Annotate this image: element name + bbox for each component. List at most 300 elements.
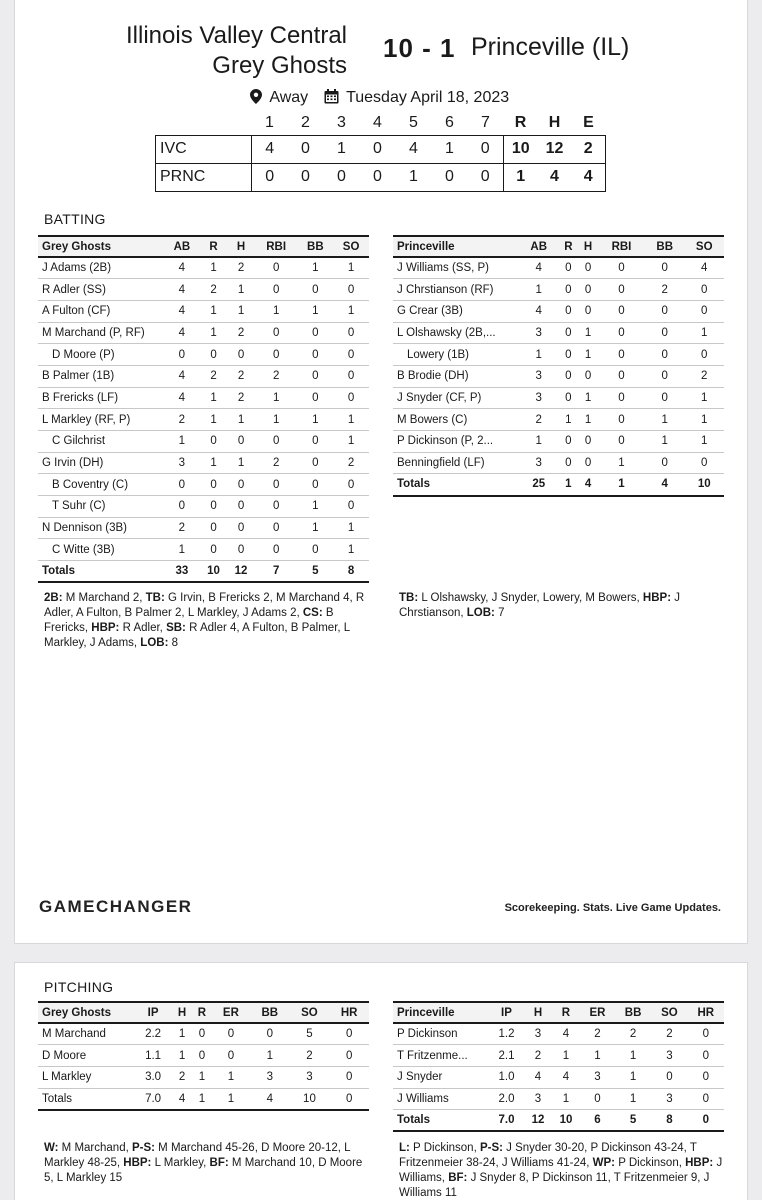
inning-runs: 0 <box>468 135 504 163</box>
stat-value: 0 <box>598 257 645 279</box>
table-row <box>38 322 369 344</box>
totals-label: Totals <box>393 474 519 496</box>
stat-value: 1 <box>200 257 228 279</box>
player-name: D Moore (P) <box>38 344 164 366</box>
note-value: G Irvin, B Frericks 2, M Marchand 4, R Adler, A Fulton, B Palmer 2, L Markley, J Adams 2, <box>44 592 365 619</box>
calendar-icon <box>324 89 339 104</box>
stat-value: 1 <box>333 257 369 279</box>
stat-value: 0 <box>200 474 228 496</box>
stat-value: 2 <box>164 517 200 539</box>
stat-value: 4 <box>524 1066 552 1088</box>
stat-value: 0 <box>227 431 255 453</box>
totals-row <box>393 1110 724 1132</box>
player-name: Benningfield (LF) <box>393 452 519 474</box>
note-value: P Dickinson, <box>409 1142 480 1154</box>
inning-runs: 1 <box>432 135 468 163</box>
stat-value: 1 <box>558 409 578 431</box>
stat-value: 1 <box>200 387 228 409</box>
stat-value: 0 <box>333 344 369 366</box>
note-key: W: <box>44 1142 59 1154</box>
player-name: G Crear (3B) <box>393 300 519 322</box>
stat-value: 2 <box>255 365 298 387</box>
stat-value: 0 <box>297 344 333 366</box>
totals-value: 10 <box>684 474 724 496</box>
column-header: R <box>200 236 228 257</box>
stat-value: 0 <box>688 1066 724 1088</box>
column-header: BB <box>297 236 333 257</box>
stat-value: 1 <box>333 517 369 539</box>
stat-value: 3 <box>651 1088 687 1110</box>
totals-value: 10 <box>200 561 228 583</box>
totals-row <box>38 1088 369 1110</box>
player-name: T Suhr (C) <box>38 496 164 518</box>
stat-value: 3 <box>519 452 558 474</box>
player-name: T Fritzenme... <box>393 1045 489 1067</box>
rhe-header: E <box>583 113 594 131</box>
stat-value: 0 <box>333 474 369 496</box>
note-value: M Marchand 2, <box>62 592 146 604</box>
gamechanger-logo: GAMECHANGER <box>39 897 193 916</box>
stat-value: 0 <box>645 257 684 279</box>
column-header: SO <box>333 236 369 257</box>
stat-value: 2 <box>227 322 255 344</box>
stat-value: 4 <box>519 300 558 322</box>
inning-runs: 0 <box>432 163 468 191</box>
note-value: R Adler, <box>119 622 167 634</box>
player-name: N Dennison (3B) <box>38 517 164 539</box>
stat-value: 0 <box>598 431 645 453</box>
stat-value: 0 <box>200 431 228 453</box>
stat-value: 0 <box>598 365 645 387</box>
totals-value: 4 <box>645 474 684 496</box>
note-value: P Dickinson, <box>615 1157 686 1169</box>
stat-value: 1 <box>297 300 333 322</box>
stats-header-row <box>38 1002 369 1023</box>
stat-value: 0 <box>651 1066 687 1088</box>
batting-title: BATTING <box>44 211 106 227</box>
totals-value: 10 <box>552 1110 580 1132</box>
table-row <box>38 1023 369 1045</box>
stat-value: 0 <box>329 1023 369 1045</box>
stat-value: 1 <box>212 1066 250 1088</box>
note-key: P-S: <box>479 1142 503 1154</box>
stat-value: 0 <box>192 1045 212 1067</box>
stat-value: 0 <box>598 409 645 431</box>
location-text: Away <box>269 89 309 106</box>
stat-value: 1 <box>578 322 598 344</box>
stat-value: 3 <box>519 365 558 387</box>
linescore-row <box>156 135 606 163</box>
stat-value: 1 <box>333 539 369 561</box>
totals-value: 8 <box>333 561 369 583</box>
table-row <box>38 344 369 366</box>
table-row <box>38 1066 369 1088</box>
stat-value: 1 <box>684 431 724 453</box>
home-team-line1: Illinois Valley Central <box>126 22 347 49</box>
pitching-title: PITCHING <box>44 979 114 995</box>
stat-value: 0 <box>578 300 598 322</box>
stat-value: 0 <box>255 279 298 301</box>
stat-value: 0 <box>598 344 645 366</box>
stat-value: 0 <box>333 387 369 409</box>
player-name: C Witte (3B) <box>38 539 164 561</box>
inning-runs: 0 <box>252 163 288 191</box>
stat-value: 4 <box>164 322 200 344</box>
team-header: Princeville <box>393 236 519 257</box>
stat-value: 3 <box>519 322 558 344</box>
totals-value: 7 <box>255 561 298 583</box>
player-name: L Olshawsky (2B,... <box>393 322 519 344</box>
stat-value: 1.1 <box>134 1045 172 1067</box>
stat-value: 1 <box>519 279 558 301</box>
column-header: HR <box>688 1002 724 1023</box>
stat-value: 1 <box>578 387 598 409</box>
player-name: M Marchand (P, RF) <box>38 322 164 344</box>
stat-value: 2 <box>227 387 255 409</box>
stat-value: 0 <box>227 344 255 366</box>
stat-value: 0 <box>333 496 369 518</box>
stat-value: 1 <box>200 322 228 344</box>
table-row <box>393 365 724 387</box>
stat-value: 1 <box>200 409 228 431</box>
stat-value: 1 <box>580 1045 615 1067</box>
stat-value: 0 <box>558 365 578 387</box>
table-row <box>393 322 724 344</box>
column-header: BB <box>615 1002 651 1023</box>
stat-value: 0 <box>297 539 333 561</box>
stat-value: 0 <box>645 452 684 474</box>
table-row <box>393 1045 724 1067</box>
stat-value: 1 <box>297 257 333 279</box>
stat-value: 0 <box>645 322 684 344</box>
totals-value: 4 <box>250 1088 290 1110</box>
column-header: R <box>192 1002 212 1023</box>
note-key: CS: <box>302 607 323 619</box>
home-team-name <box>126 21 347 81</box>
stat-value: 1 <box>255 300 298 322</box>
stat-value: 0 <box>200 344 228 366</box>
note-value: L Olshawsky, J Snyder, Lowery, M Bowers, <box>418 592 643 604</box>
stat-value: 1 <box>684 322 724 344</box>
player-name: J Williams <box>393 1088 489 1110</box>
player-name: J Adams (2B) <box>38 257 164 279</box>
stat-value: 0 <box>329 1066 369 1088</box>
stat-value: 5 <box>290 1023 330 1045</box>
stat-value: 1.2 <box>489 1023 524 1045</box>
stat-value: 2 <box>519 409 558 431</box>
table-row <box>393 1066 724 1088</box>
stat-value: 0 <box>250 1023 290 1045</box>
totals-value: 1 <box>598 474 645 496</box>
stat-value: 1 <box>227 409 255 431</box>
stats-header-row <box>38 236 369 257</box>
table-row <box>38 279 369 301</box>
column-header: H <box>172 1002 192 1023</box>
stat-value: 0 <box>684 344 724 366</box>
table-row <box>38 474 369 496</box>
stat-value: 1 <box>227 452 255 474</box>
note-value: J Williams, <box>399 1157 723 1184</box>
stats-header-row <box>393 1002 724 1023</box>
totals-value: 12 <box>524 1110 552 1132</box>
stat-value: 4 <box>164 257 200 279</box>
table-row <box>38 452 369 474</box>
stat-value: 1 <box>684 387 724 409</box>
inning-runs: 0 <box>360 135 396 163</box>
stat-value: 0 <box>333 279 369 301</box>
inning-runs: 4 <box>252 135 288 163</box>
stat-value: 1 <box>333 431 369 453</box>
totals-value: 5 <box>297 561 333 583</box>
stat-value: 1 <box>200 300 228 322</box>
stat-value: 0 <box>578 431 598 453</box>
totals-value: 0 <box>688 1110 724 1132</box>
totals-value: 1 <box>192 1088 212 1110</box>
note-key: HBP: <box>685 1157 714 1169</box>
totals-value: 7.0 <box>489 1110 524 1132</box>
stat-value: 0 <box>227 517 255 539</box>
stat-value: 1 <box>297 409 333 431</box>
team-header: Princeville <box>393 1002 489 1023</box>
table-row <box>393 452 724 474</box>
note-key: BF: <box>209 1157 229 1169</box>
stat-value: 0 <box>255 322 298 344</box>
away-team-name: Princeville (IL) <box>471 33 630 61</box>
stat-value: 0 <box>684 300 724 322</box>
note-key: SB: <box>166 622 186 634</box>
stat-value: 4 <box>164 300 200 322</box>
column-header: BB <box>645 236 684 257</box>
stat-value: 0 <box>297 474 333 496</box>
inning-runs: 0 <box>324 163 360 191</box>
note-value: M Marchand 45-26, D Moore 20-12, L Markley 48-25, <box>44 1142 351 1169</box>
stat-value: 0 <box>333 322 369 344</box>
stat-value: 0 <box>598 322 645 344</box>
stat-value: 1 <box>519 344 558 366</box>
inning-runs: 0 <box>288 163 324 191</box>
stat-value: 0 <box>255 539 298 561</box>
location-pin-icon <box>250 89 262 104</box>
stat-value: 0 <box>297 431 333 453</box>
stat-value: 4 <box>684 257 724 279</box>
totals-label: Totals <box>393 1110 489 1132</box>
stat-value: 0 <box>200 517 228 539</box>
stat-value: 2 <box>651 1023 687 1045</box>
player-name: A Fulton (CF) <box>38 300 164 322</box>
inning-header: 4 <box>373 113 382 131</box>
player-name: B Palmer (1B) <box>38 365 164 387</box>
table-row <box>393 409 724 431</box>
inning-runs: 4 <box>396 135 432 163</box>
totals-value: 33 <box>164 561 200 583</box>
stat-value: 0 <box>645 300 684 322</box>
stat-value: 0 <box>297 387 333 409</box>
column-header: IP <box>134 1002 172 1023</box>
column-header: SO <box>684 236 724 257</box>
stat-value: 1 <box>250 1045 290 1067</box>
player-name: M Marchand <box>38 1023 134 1045</box>
inning-header: 7 <box>481 113 490 131</box>
stat-value: 3.0 <box>134 1066 172 1088</box>
inning-runs: 0 <box>360 163 396 191</box>
totals-value: 6 <box>580 1110 615 1132</box>
stat-value: 1 <box>164 431 200 453</box>
rhe-header: R <box>514 113 527 131</box>
note-value: J Snyder 8, P Dickinson 11, T Fritzenmeier 9, J Williams 11 <box>399 1172 710 1199</box>
stat-value: 3 <box>580 1066 615 1088</box>
player-name: L Markley <box>38 1066 134 1088</box>
note-value: B Frericks, <box>44 607 334 634</box>
totals-label: Totals <box>38 1088 134 1110</box>
note-key: HBP: <box>91 622 120 634</box>
batting-table-home <box>38 235 369 583</box>
stat-value: 1 <box>172 1023 192 1045</box>
table-row <box>393 431 724 453</box>
stat-value: 1 <box>552 1088 580 1110</box>
note-key: LOB: <box>466 607 495 619</box>
note-key: TB: <box>145 592 165 604</box>
rhe-value: 10 <box>504 135 538 163</box>
inning-header: 3 <box>337 113 346 131</box>
linescore-team: IVC <box>156 135 252 163</box>
stat-value: 4 <box>519 257 558 279</box>
stat-value: 0 <box>645 344 684 366</box>
inning-runs: 0 <box>468 163 504 191</box>
stat-value: 2.1 <box>489 1045 524 1067</box>
stat-value: 1 <box>333 409 369 431</box>
stat-value: 0 <box>688 1023 724 1045</box>
player-name: P Dickinson <box>393 1023 489 1045</box>
table-row <box>393 300 724 322</box>
stat-value: 0 <box>200 539 228 561</box>
column-header: H <box>578 236 598 257</box>
totals-row <box>38 561 369 583</box>
table-row <box>38 365 369 387</box>
stat-value: 1 <box>615 1088 651 1110</box>
note-value: M Marchand 10, D Moore 5, L Markley 15 <box>44 1157 363 1184</box>
stat-value: 0 <box>164 496 200 518</box>
stat-value: 1 <box>645 409 684 431</box>
stat-value: 0 <box>684 452 724 474</box>
table-row <box>38 431 369 453</box>
totals-value: 0 <box>329 1088 369 1110</box>
linescore-corner <box>156 111 252 135</box>
stat-value: 0 <box>212 1045 250 1067</box>
stat-value: 0 <box>255 257 298 279</box>
column-header: H <box>227 236 255 257</box>
rhe-value: 1 <box>504 163 538 191</box>
box-score-card <box>14 0 748 944</box>
stat-value: 2 <box>580 1023 615 1045</box>
note-value: 7 <box>494 607 505 619</box>
stat-value: 3 <box>519 387 558 409</box>
note-key: HBP: <box>642 592 672 604</box>
note-value: J Snyder 30-20, P Dickinson 43-24, T Fritzenmeier 38-24, J Williams 41-24, <box>399 1142 697 1169</box>
player-name: L Markley (RF, P) <box>38 409 164 431</box>
stat-value: 2 <box>615 1023 651 1045</box>
table-row <box>38 517 369 539</box>
pitching-card <box>14 962 748 1200</box>
totals-value: 8 <box>651 1110 687 1132</box>
column-header: BB <box>250 1002 290 1023</box>
stat-value: 3 <box>524 1088 552 1110</box>
stat-value: 1 <box>333 300 369 322</box>
column-header: IP <box>489 1002 524 1023</box>
table-row <box>38 1045 369 1067</box>
linescore-row <box>156 163 606 191</box>
team-header: Grey Ghosts <box>38 1002 134 1023</box>
stat-value: 0 <box>558 322 578 344</box>
stat-value: 0 <box>688 1045 724 1067</box>
linescore-team: PRNC <box>156 163 252 191</box>
stat-value: 0 <box>255 431 298 453</box>
stat-value: 0 <box>200 496 228 518</box>
stat-value: 3 <box>290 1066 330 1088</box>
totals-value: 7.0 <box>134 1088 172 1110</box>
pitching-notes-away <box>399 1141 725 1200</box>
stat-value: 0 <box>164 344 200 366</box>
stat-value: 1 <box>615 1045 651 1067</box>
stat-value: 0 <box>645 387 684 409</box>
totals-value: 1 <box>558 474 578 496</box>
column-header: ER <box>580 1002 615 1023</box>
stat-value: 1 <box>552 1045 580 1067</box>
stat-value: 1 <box>255 387 298 409</box>
totals-value: 25 <box>519 474 558 496</box>
inning-header: 2 <box>301 113 310 131</box>
stat-value: 1 <box>519 431 558 453</box>
footer-tagline: Scorekeeping. Stats. Live Game Updates. <box>504 902 721 914</box>
column-header: AB <box>164 236 200 257</box>
stat-value: 2 <box>255 452 298 474</box>
table-row <box>393 344 724 366</box>
stat-value: 0 <box>598 300 645 322</box>
stat-value: 0 <box>578 257 598 279</box>
table-row <box>38 387 369 409</box>
stat-value: 0 <box>684 279 724 301</box>
totals-value: 4 <box>172 1088 192 1110</box>
stat-value: 2.2 <box>134 1023 172 1045</box>
stat-value: 0 <box>255 344 298 366</box>
stats-header-row <box>393 236 724 257</box>
stat-value: 0 <box>255 496 298 518</box>
final-score: 10 - 1 <box>383 33 456 63</box>
stat-value: 4 <box>552 1023 580 1045</box>
player-name: B Frericks (LF) <box>38 387 164 409</box>
stat-value: 0 <box>227 474 255 496</box>
stat-value: 0 <box>578 452 598 474</box>
column-header: SO <box>290 1002 330 1023</box>
stat-value: 0 <box>558 452 578 474</box>
table-row <box>38 300 369 322</box>
note-key: WP: <box>592 1157 616 1169</box>
stat-value: 2 <box>333 452 369 474</box>
stat-value: 0 <box>297 452 333 474</box>
player-name: C Gilchrist <box>38 431 164 453</box>
totals-value: 5 <box>615 1110 651 1132</box>
stat-value: 2 <box>227 257 255 279</box>
note-key: BF: <box>448 1172 468 1184</box>
stat-value: 0 <box>192 1023 212 1045</box>
stat-value: 0 <box>598 387 645 409</box>
totals-value: 12 <box>227 561 255 583</box>
stat-value: 0 <box>255 517 298 539</box>
note-value: M Marchand, <box>58 1142 132 1154</box>
note-key: L: <box>399 1142 410 1154</box>
stat-value: 0 <box>578 365 598 387</box>
stat-value: 1 <box>578 344 598 366</box>
linescore-table <box>155 111 606 192</box>
